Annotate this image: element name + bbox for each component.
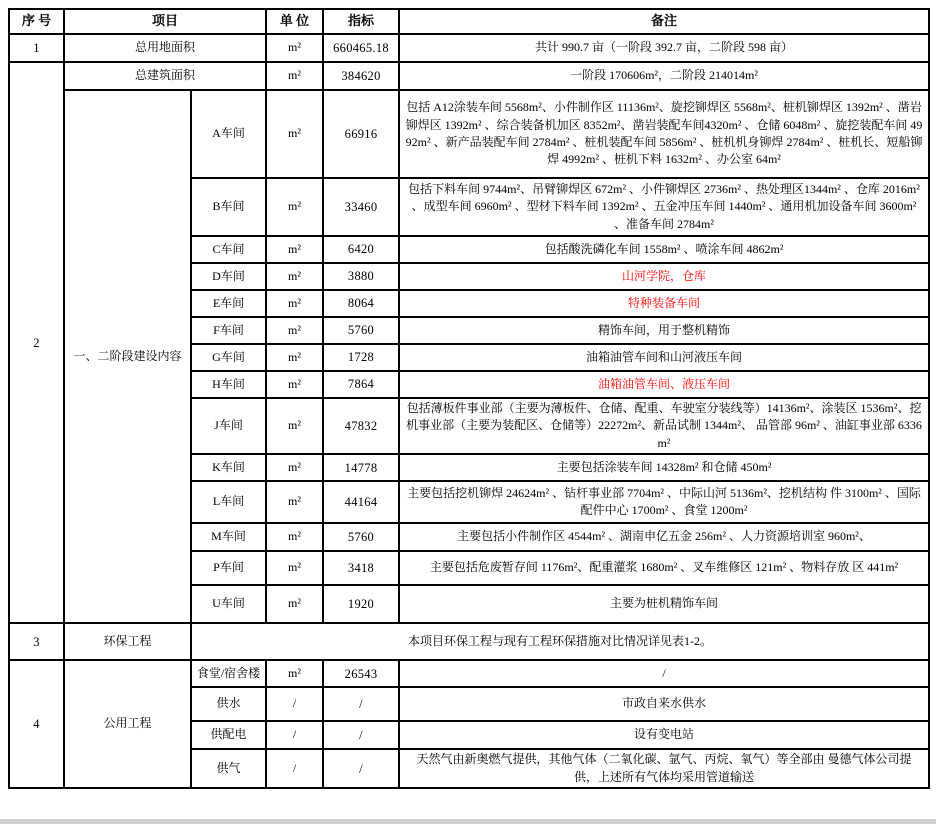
workshop-name-cell: M车间 bbox=[191, 523, 266, 551]
unit-cell: m² bbox=[266, 34, 323, 62]
unit-cell: m² bbox=[266, 62, 323, 90]
workshop-name-cell: E车间 bbox=[191, 290, 266, 317]
index-cell: 26543 bbox=[323, 660, 399, 687]
workshop-name-cell: J车间 bbox=[191, 398, 266, 454]
index-cell: / bbox=[323, 687, 399, 721]
workshop-name-cell: U车间 bbox=[191, 585, 266, 623]
unit-cell: m² bbox=[266, 178, 323, 236]
workshop-name-cell: G车间 bbox=[191, 344, 266, 371]
index-cell: 5760 bbox=[323, 523, 399, 551]
unit-cell: m² bbox=[266, 317, 323, 344]
group-label-cell: 一、二阶段建设内容 bbox=[64, 90, 191, 623]
remark-cell: 共计 990.7 亩（一阶段 392.7 亩，二阶段 598 亩） bbox=[399, 34, 929, 62]
remark-cell: 天然气由新奥燃气提供，其他气体（二氧化碳、氩气、丙烷、氧气）等全部由 曼德气体公司提供，上述所有气体均采用管道输送 bbox=[399, 749, 929, 788]
index-cell: 6420 bbox=[323, 236, 399, 263]
remark-cell: 主要包括挖机铆焊 24624m² 、钻杆事业部 7704m² 、中际山河 5136m²、挖机结构 件 3100m² 、国际配件中心 1700m² 、食堂 1200m² bbox=[399, 481, 929, 523]
header-no: 序 号 bbox=[9, 9, 64, 34]
item-cell: 环保工程 bbox=[64, 623, 191, 660]
unit-cell: / bbox=[266, 749, 323, 788]
index-cell: 3880 bbox=[323, 263, 399, 290]
project-overview-table bbox=[8, 8, 930, 789]
workshop-name-cell: L车间 bbox=[191, 481, 266, 523]
remark-cell: 包括 A12涂装车间 5568m²、小件制作区 11136m²、旋挖铆焊区 5568m²、桩机铆焊区 1392m² 、凿岩铆焊区 1392m² 、综合装备机加区 8352m²、凿岩装配车间4320m² 、仓储 6048m² 、旋挖装配车间 4992m² 、新产品装配车间 2784m² 、桩机装配车间 5856m² 、桩机机身铆焊 2784m² 、桩机长、短船铆焊 4992m² 、桩机下料 1632m² 、办公室 64m² bbox=[399, 90, 929, 178]
remark-cell: 主要包括小件制作区 4544m² 、湖南申亿五金 256m² 、人力资源培训室 960m²、 bbox=[399, 523, 929, 551]
row-environment bbox=[9, 623, 929, 660]
unit-cell: m² bbox=[266, 263, 323, 290]
header-index: 指标 bbox=[323, 9, 399, 34]
index-cell: 44164 bbox=[323, 481, 399, 523]
index-cell: / bbox=[323, 749, 399, 788]
row-utility-canteen bbox=[9, 660, 929, 687]
unit-cell: m² bbox=[266, 481, 323, 523]
remark-cell: / bbox=[399, 660, 929, 687]
item-cell: 总用地面积 bbox=[64, 34, 266, 62]
unit-cell: m² bbox=[266, 454, 323, 481]
row-total-building bbox=[9, 62, 929, 90]
remark-cell: 主要包括危废暂存间 1176m²、配重灌浆 1680m² 、叉车维修区 121m² 、物料存放 区 441m² bbox=[399, 551, 929, 585]
index-cell: 660465.18 bbox=[323, 34, 399, 62]
unit-cell: m² bbox=[266, 398, 323, 454]
workshop-name-cell: D车间 bbox=[191, 263, 266, 290]
header-unit: 单 位 bbox=[266, 9, 323, 34]
remark-cell: 包括下料车间 9744m²、吊臂铆焊区 672m² 、小件铆焊区 2736m² 、热处理区1344m² 、仓库 2016m² 、成型车间 6960m² 、型材下料车间 1392m² 、五金冲压车间 1440m² 、通用机加设备车间 3600m² 、准备车间 2784m² bbox=[399, 178, 929, 236]
index-cell: 7864 bbox=[323, 371, 399, 398]
index-cell: 14778 bbox=[323, 454, 399, 481]
unit-cell: m² bbox=[266, 660, 323, 687]
page-bottom-edge bbox=[0, 819, 936, 824]
index-cell: 3418 bbox=[323, 551, 399, 585]
index-cell: 66916 bbox=[323, 90, 399, 178]
unit-cell: m² bbox=[266, 371, 323, 398]
utility-name-cell: 供气 bbox=[191, 749, 266, 788]
unit-cell: / bbox=[266, 721, 323, 749]
index-cell: 5760 bbox=[323, 317, 399, 344]
index-cell: / bbox=[323, 721, 399, 749]
workshop-name-cell: P车间 bbox=[191, 551, 266, 585]
workshop-name-cell: H车间 bbox=[191, 371, 266, 398]
row-workshop-a bbox=[9, 90, 929, 178]
unit-cell: m² bbox=[266, 523, 323, 551]
index-cell: 1728 bbox=[323, 344, 399, 371]
unit-cell: m² bbox=[266, 290, 323, 317]
unit-cell: m² bbox=[266, 551, 323, 585]
index-cell: 384620 bbox=[323, 62, 399, 90]
index-cell: 1920 bbox=[323, 585, 399, 623]
header-remark: 备注 bbox=[399, 9, 929, 34]
unit-cell: m² bbox=[266, 236, 323, 263]
workshop-name-cell: B车间 bbox=[191, 178, 266, 236]
remark-cell: 油箱油管车间和山河液压车间 bbox=[399, 344, 929, 371]
header-item: 项目 bbox=[64, 9, 266, 34]
remark-cell: 精饰车间，用于整机精饰 bbox=[399, 317, 929, 344]
header-row bbox=[9, 9, 929, 34]
remark-cell: 特种装备车间 bbox=[399, 290, 929, 317]
index-cell: 33460 bbox=[323, 178, 399, 236]
row-number-cell: 3 bbox=[9, 623, 64, 660]
workshop-name-cell: F车间 bbox=[191, 317, 266, 344]
utility-name-cell: 供水 bbox=[191, 687, 266, 721]
remark-cell: 包括酸洗磷化车间 1558m² 、喷涂车间 4862m² bbox=[399, 236, 929, 263]
workshop-name-cell: C车间 bbox=[191, 236, 266, 263]
unit-cell: m² bbox=[266, 585, 323, 623]
utility-name-cell: 供配电 bbox=[191, 721, 266, 749]
row-total-land bbox=[9, 34, 929, 62]
row-number-cell: 1 bbox=[9, 34, 64, 62]
index-cell: 8064 bbox=[323, 290, 399, 317]
unit-cell: m² bbox=[266, 344, 323, 371]
unit-cell: m² bbox=[266, 90, 323, 178]
unit-cell: / bbox=[266, 687, 323, 721]
remark-cell: 主要包括涂装车间 14328m² 和仓储 450m² bbox=[399, 454, 929, 481]
remark-cell: 一阶段 170606m²，二阶段 214014m² bbox=[399, 62, 929, 90]
index-cell: 47832 bbox=[323, 398, 399, 454]
remark-cell: 油箱油管车间、液压车间 bbox=[399, 371, 929, 398]
remark-cell: 山河学院，仓库 bbox=[399, 263, 929, 290]
item-cell: 总建筑面积 bbox=[64, 62, 266, 90]
group-label-cell: 公用工程 bbox=[64, 660, 191, 788]
remark-cell: 包括薄板件事业部（主要为薄板件、仓储、配重、车驶室分装线等）14136m²、涂装区 1536m²、挖机事业部（主要为装配区、仓储等）22272m²、新品试制 1344m²、 品管部 96m² 、油缸事业部 6336m² bbox=[399, 398, 929, 454]
workshop-name-cell: A车间 bbox=[191, 90, 266, 178]
remark-cell: 本项目环保工程与现有工程环保措施对比情况详见表1-2。 bbox=[191, 623, 929, 660]
remark-cell: 主要为桩机精饰车间 bbox=[399, 585, 929, 623]
remark-cell: 市政自来水供水 bbox=[399, 687, 929, 721]
row-number-cell: 2 bbox=[9, 62, 64, 623]
remark-cell: 设有变电站 bbox=[399, 721, 929, 749]
workshop-name-cell: K车间 bbox=[191, 454, 266, 481]
utility-name-cell: 食堂/宿舍楼 bbox=[191, 660, 266, 687]
row-number-cell: 4 bbox=[9, 660, 64, 788]
